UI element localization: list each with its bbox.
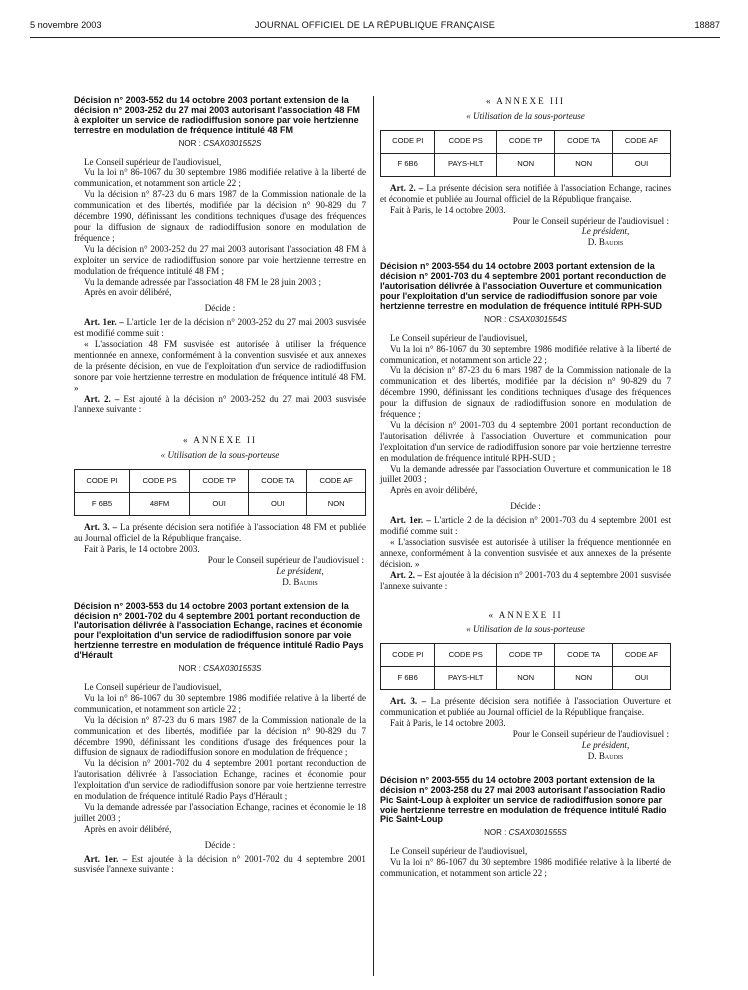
table-cell: PAYS-HLT bbox=[435, 153, 497, 176]
table-header-cell: CODE AF bbox=[612, 130, 670, 153]
done-at-paris: Fait à Paris, le 14 octobre 2003. bbox=[390, 204, 506, 215]
article-1: Art. 1er. – L'article 1er de la décision n° 2003-252 du 27 mai 2003 susvisée est modifié comme suit : bbox=[74, 317, 366, 339]
article-1: Art. 1er. – L'article 2 de la décision n° 2001-703 du 4 septembre 2001 est modifié comme suit : bbox=[380, 515, 671, 537]
annexe-heading: « ANNEXE III bbox=[485, 96, 566, 106]
decision-552 bbox=[74, 96, 366, 588]
table-header-cell: CODE TA bbox=[555, 644, 613, 667]
article-2: Art. 2. – Est ajoutée à la décision n° 2001-703 du 4 septembre 2001 susvisée l'annexe suivante : bbox=[380, 569, 671, 591]
decision-title: Décision n° 2003-552 du 14 octobre 2003 portant extension de la décision n° 2003-252 du 27 mai 2003 autorisant l'association 48 FM à exploiter un service de radiodiffusion sonore par voie hertzienne terrestre en modulation de fréquence intitulé 48 FM bbox=[74, 95, 360, 135]
decision-title: Décision n° 2003-554 du 14 octobre 2003 portant extension de la décision n° 2001-703 du 4 septembre 2001 portant reconduction de l'autorisation délivrée à l'association Ouverture et communication pour l'exploitation d'un service de radiodiffusion sonore par voie hertzienne terrestre en modulation de fréquence intitulé RPH-SUD bbox=[380, 261, 667, 311]
page-header bbox=[30, 20, 720, 34]
table-header-cell: CODE AF bbox=[612, 644, 670, 667]
subcarrier-table bbox=[380, 643, 671, 690]
signature-title: Le président, bbox=[276, 565, 324, 576]
table-cell: 48FM bbox=[130, 493, 190, 516]
visa-paragraph: Vu la loi n° 86-1067 du 30 septembre 1986 modifiée relative à la liberté de communication, et notamment son article 22 ; bbox=[74, 692, 366, 714]
done-at-paris: Fait à Paris, le 14 octobre 2003. bbox=[390, 718, 506, 729]
annexe-subtitle: « Utilisation de la sous-porteuse bbox=[160, 450, 280, 461]
visa-paragraph: Vu la décision n° 87-23 du 6 mars 1987 de la Commission nationale de la communication et des libertés, modifiée par la décision n° 90-829 du 7 décembre 1990, définissant les conditions d'usage des fréquences pour la diffusion de signaux de radiodiffusion sonore en modulation de fréquence ; bbox=[74, 714, 366, 758]
annexe-subtitle: « Utilisation de la sous-porteuse bbox=[466, 624, 585, 635]
table-cell: NON bbox=[555, 667, 613, 690]
decision-title: Décision n° 2003-553 du 14 octobre 2003 portant extension de la décision n° 2001-702 du 4 septembre 2001 portant reconduction de l'autorisation délivrée à l'association Echange, racines et économie pour l'exploitation d'un service de radiodiffusion sonore par voie hertzienne terrestre en modulation de fréquence intitulé Radio Pays d'Hérault bbox=[74, 600, 364, 661]
table-header-cell: CODE PI bbox=[381, 130, 435, 153]
article-1: Art. 1er. – Est ajoutée à la décision n° 2001-702 du 4 septembre 2001 susvisée l'annexe suivante : bbox=[74, 853, 366, 875]
visa-paragraph: Vu la demande adressée par l'association 48 FM le 28 juin 2003 ; bbox=[84, 276, 321, 287]
table-header-cell: CODE TP bbox=[190, 470, 249, 493]
visa-paragraph: Le Conseil supérieur de l'audiovisuel, bbox=[84, 156, 222, 167]
signature-name: D. Baudis bbox=[587, 750, 624, 761]
decision-title: Décision n° 2003-555 du 14 octobre 2003 portant extension de la décision n° 2003-258 du 27 mai 2003 autorisant l'association Radio Pic Saint-Loup à exploiter un service de radiodiffusion sonore par voie hertzienne terrestre en modulation de fréquence intitulé Radio Pic Saint-Loup bbox=[380, 774, 667, 825]
table-header-cell: CODE AF bbox=[307, 470, 366, 493]
table-cell: F 6B6 bbox=[381, 153, 435, 176]
decide-heading: Décide : bbox=[204, 303, 236, 314]
table-header-row bbox=[381, 130, 671, 153]
table-cell: PAYS-HLT bbox=[435, 667, 497, 690]
table-cell: F 6B5 bbox=[75, 493, 130, 516]
visa-paragraph: Vu la loi n° 86-1067 du 30 septembre 1986 modifiée relative à la liberté de communication, et notamment son article 22 ; bbox=[380, 343, 671, 365]
signature-title: Le président, bbox=[581, 739, 630, 750]
annexe-heading: « ANNEXE II bbox=[182, 435, 258, 446]
table-header-cell: CODE PS bbox=[435, 130, 497, 153]
table-header-cell: CODE PS bbox=[130, 470, 190, 493]
table-cell: OUI bbox=[612, 667, 670, 690]
nor-reference: NOR : CSAX0301555S bbox=[484, 828, 567, 838]
table-cell: OUI bbox=[612, 153, 670, 176]
decision-553 bbox=[74, 602, 366, 876]
table-header-cell: CODE TP bbox=[496, 130, 554, 153]
annexe-heading: « ANNEXE II bbox=[488, 609, 563, 620]
table-header-cell: CODE PI bbox=[381, 644, 435, 667]
header-journal-title: JOURNAL OFFICIEL DE LA RÉPUBLIQUE FRANÇAISE bbox=[254, 20, 496, 30]
table-cell: OUI bbox=[249, 493, 307, 516]
table-row bbox=[381, 667, 671, 690]
table-cell: NON bbox=[555, 153, 613, 176]
table-cell: F 6B6 bbox=[381, 667, 435, 690]
table-row bbox=[381, 153, 671, 176]
signature-line: Pour le Conseil supérieur de l'audiovisuel : bbox=[207, 554, 364, 565]
visa-paragraph: Le Conseil supérieur de l'audiovisuel, bbox=[390, 846, 528, 857]
header-date: 5 novembre 2003 bbox=[30, 20, 102, 30]
signature-block bbox=[380, 216, 671, 249]
table-header-row bbox=[381, 644, 671, 667]
article-2: Art. 2. – Est ajouté à la décision n° 2003-252 du 27 mai 2003 susvisée l'annexe suivante : bbox=[74, 393, 366, 415]
visa-paragraph: Après en avoir délibéré, bbox=[84, 287, 172, 298]
signature-block bbox=[380, 729, 671, 762]
table-row bbox=[75, 493, 366, 516]
visa-paragraph: Vu la demande adressée par l'association Echange, racines et économie le 18 juillet 2003 ; bbox=[74, 801, 366, 823]
article-1-quote: « L'association 48 FM susvisée est autorisée à utiliser la fréquence mentionnée en annexe, conformément à la convention susvisée et aux annexes de la présente décision, en vue de l'exploitation d'un service de radiodiffusion sonore par voie hertzienne terrestre en modulation de fréquence intitulé 48 FM. » bbox=[74, 339, 366, 393]
table-header-cell: CODE PS bbox=[435, 644, 497, 667]
table-cell: OUI bbox=[190, 493, 249, 516]
table-cell: NON bbox=[496, 667, 554, 690]
decide-heading: Décide : bbox=[204, 839, 236, 850]
signature-name: D. Baudis bbox=[587, 237, 624, 248]
decision-554 bbox=[380, 262, 671, 762]
visa-paragraph: Vu la décision n° 2003-252 du 27 mai 2003 autorisant l'association 48 FM à exploiter un service de radiodiffusion sonore par voie hertzienne terrestre en modulation de fréquence intitulé 48 FM ; bbox=[74, 243, 366, 276]
table-header-cell: CODE TA bbox=[249, 470, 307, 493]
done-at-paris: Fait à Paris, le 14 octobre 2003. bbox=[84, 544, 200, 554]
decision-555 bbox=[380, 776, 671, 879]
visa-paragraph: Le Conseil supérieur de l'audiovisuel, bbox=[390, 332, 528, 343]
article-2: Art. 2. – La présente décision sera notifiée à l'association Echange, racines et économie et publiée au Journal officiel de la République française. bbox=[380, 182, 671, 204]
visa-paragraph: Vu la loi n° 86-1067 du 30 septembre 1986 modifiée relative à la liberté de communication, et notamment son article 22 ; bbox=[380, 857, 671, 879]
header-page-number: 18887 bbox=[694, 20, 720, 30]
decide-heading: Décide : bbox=[510, 501, 541, 512]
article-1-quote: « L'association susvisée est autorisée à utiliser la fréquence mentionnée en annexe, conformément à la convention susvisée et aux annexes de la présente décision. » bbox=[380, 537, 671, 569]
left-column bbox=[74, 96, 366, 875]
visa-paragraph: Après en avoir délibéré, bbox=[84, 823, 172, 834]
nor-reference: NOR : CSAX0301553S bbox=[178, 664, 262, 674]
right-column bbox=[380, 96, 671, 879]
signature-title: Le président, bbox=[581, 226, 630, 237]
table-cell: NON bbox=[496, 153, 554, 176]
subcarrier-table bbox=[74, 469, 366, 516]
signature-line: Pour le Conseil supérieur de l'audiovisuel : bbox=[512, 215, 669, 226]
column-divider bbox=[373, 96, 374, 976]
table-header-cell: CODE TP bbox=[496, 644, 554, 667]
nor-reference: NOR : CSAX0301554S bbox=[484, 314, 567, 324]
annexe-subtitle: « Utilisation de la sous-porteuse bbox=[466, 110, 585, 121]
table-header-cell: CODE TA bbox=[555, 130, 613, 153]
visa-paragraph: Vu la décision n° 2001-703 du 4 septembre 2001 portant reconduction de l'autorisation délivrée à l'association Ouverture et communication pour l'exploitation d'un service de radiodiffusion sonore par voie hertzienne terrestre en modulation de fréquence intitulé RPH-SUD ; bbox=[380, 419, 671, 463]
visa-paragraph: Le Conseil supérieur de l'audiovisuel, bbox=[84, 681, 222, 692]
visa-paragraph: Vu la décision n° 87-23 du 6 mars 1987 de la Commission nationale de la communication et des libertés, modifiée par la décision n° 90-829 du 7 décembre 1990, définissant les conditions techniques d'usage des fréquences pour la diffusion de signaux de radiodiffusion sonore en modulation de fréquence ; bbox=[380, 365, 671, 420]
visa-paragraph: Vu la décision n° 2001-702 du 4 septembre 2001 portant reconduction de l'autorisation délivrée à l'association Echange, racines et économie pour l'exploitation d'un service de radiodiffusion sonore par voie hertzienne terrestre en modulation de fréquence intitulé Radio Pays d'Hérault ; bbox=[74, 758, 366, 802]
visa-paragraph: Vu la loi n° 86-1067 du 30 septembre 1986 modifiée relative à la liberté de communication, et notamment son article 22 ; bbox=[74, 167, 366, 189]
signature-block bbox=[74, 555, 366, 588]
nor-reference: NOR : CSAX0301552S bbox=[178, 138, 262, 148]
visa-paragraph: Après en avoir délibéré, bbox=[390, 485, 478, 496]
subcarrier-table bbox=[380, 130, 671, 177]
table-header-cell: CODE PI bbox=[75, 470, 130, 493]
signature-line: Pour le Conseil supérieur de l'audiovisuel : bbox=[512, 729, 669, 740]
article-3: Art. 3. – La présente décision sera notifiée à l'association 48 FM et publiée au Journal officiel de la République française. bbox=[74, 522, 366, 544]
visa-paragraph: Vu la demande adressée par l'association Ouverture et communication le 18 juillet 2003 ; bbox=[380, 463, 671, 485]
table-cell: NON bbox=[307, 493, 366, 516]
table-header-row bbox=[75, 470, 366, 493]
decision-553-continued bbox=[380, 96, 671, 248]
article-3: Art. 3. – La présente décision sera notifiée à l'association Ouverture et communication et publiée au Journal officiel de la République française. bbox=[380, 696, 671, 718]
header-rule bbox=[30, 37, 720, 38]
visa-paragraph: Vu la décision n° 87-23 du 6 mars 1987 de la Commission nationale de la communication et des libertés, modifiée par la décision n° 90-829 du 7 décembre 1990, définissant les conditions techniques d'usage des fréquences pour la diffusion de signaux de radiodiffusion sonore en modulation de fréquence ; bbox=[74, 189, 366, 243]
signature-name: D. Baudis bbox=[282, 576, 318, 587]
